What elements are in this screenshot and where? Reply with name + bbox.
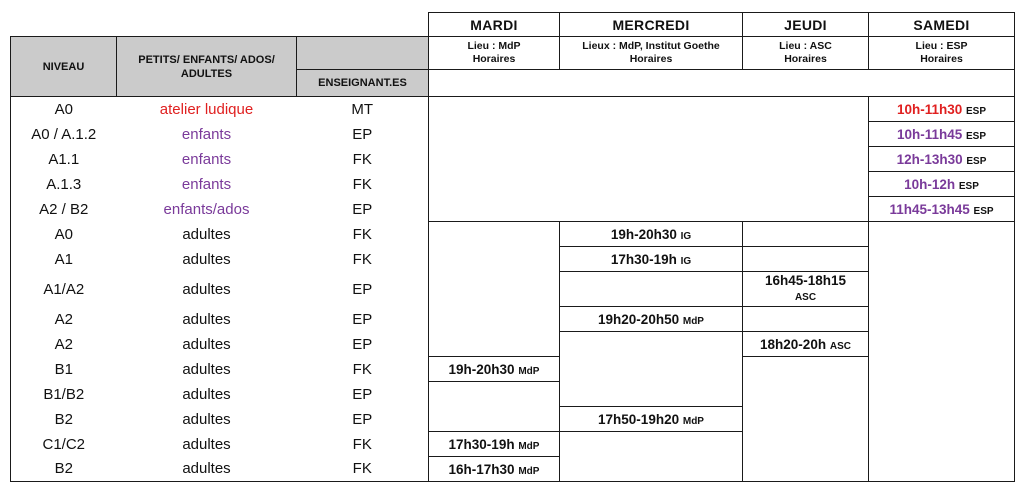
teacher-cell: MT bbox=[351, 100, 374, 118]
category-cell: adultes bbox=[182, 360, 231, 378]
slot-samedi-row3: 10h-12h ESP bbox=[869, 172, 1015, 197]
lieu-samedi: Lieu : ESP Horaires bbox=[869, 37, 1015, 70]
lieu-jeudi: Lieu : ASC Horaires bbox=[743, 37, 869, 70]
category-header-line1: PETITS/ ENFANTS/ ADOS/ bbox=[138, 53, 275, 66]
empty-mercredi-cell bbox=[560, 432, 743, 482]
category-cell: adultes bbox=[182, 250, 231, 268]
niveau-cell: A1.1 bbox=[11, 147, 117, 172]
slot-samedi-row0: 10h-11h30 ESP bbox=[869, 97, 1015, 122]
teacher-cell: FK bbox=[352, 150, 372, 168]
category-cell: enfants bbox=[181, 150, 232, 168]
empty-samedi-block bbox=[869, 222, 1015, 482]
category-header-line2: ADULTES bbox=[180, 67, 233, 80]
teacher-cell: EP bbox=[352, 310, 373, 328]
lieu-mercredi: Lieux : MdP, Institut Goethe Horaires bbox=[560, 37, 743, 70]
niveau-cell: B1 bbox=[11, 357, 117, 382]
slot-mardi-row13: 17h30-19h MdP bbox=[429, 432, 560, 457]
slot-jeudi-row7: 16h45-18h15 ASC bbox=[743, 272, 869, 307]
slot-samedi-row1: 10h-11h45 ESP bbox=[869, 122, 1015, 147]
category-cell: adultes bbox=[117, 457, 297, 482]
niveau-cell: B1/B2 bbox=[11, 382, 117, 407]
empty-jeudi-cell bbox=[743, 307, 869, 332]
teacher-cell: FK bbox=[352, 250, 372, 268]
lieu-mardi: Lieu : MdP Horaires bbox=[429, 37, 560, 70]
teacher-cell: EP bbox=[352, 125, 373, 143]
niveau-cell: A2 / B2 bbox=[11, 197, 117, 222]
teacher-cell: FK bbox=[297, 457, 429, 482]
teacher-cell: FK bbox=[352, 225, 372, 243]
slot-jeudi-row9: 18h20-20h ASC bbox=[743, 332, 869, 357]
category-cell: enfants bbox=[181, 125, 232, 143]
empty-jeudi-block bbox=[743, 357, 869, 482]
category-cell: adultes bbox=[182, 385, 231, 403]
teacher-cell: EP bbox=[352, 200, 373, 218]
day-header-mercredi: MERCREDI bbox=[560, 13, 743, 37]
empty-mardi-block bbox=[429, 222, 560, 357]
niveau-cell: C1/C2 bbox=[11, 432, 117, 457]
schedule-table bbox=[10, 12, 1015, 482]
slot-mardi-row10: 19h-20h30 MdP bbox=[429, 357, 560, 382]
niveau-header: NIVEAU bbox=[11, 37, 117, 97]
day-header-samedi: SAMEDI bbox=[869, 13, 1015, 37]
niveau-cell: B2 bbox=[11, 457, 117, 482]
niveau-cell: B2 bbox=[11, 407, 117, 432]
header-spacer bbox=[429, 70, 1015, 97]
niveau-cell: A0 bbox=[11, 222, 117, 247]
teacher-cell: FK bbox=[352, 360, 372, 378]
teacher-cell: FK bbox=[352, 175, 372, 193]
niveau-cell: A2 bbox=[11, 307, 117, 332]
category-cell: adultes bbox=[182, 225, 231, 243]
empty-mercredi-cell bbox=[560, 272, 743, 307]
teacher-cell: EP bbox=[352, 335, 373, 353]
category-header bbox=[117, 37, 297, 97]
category-cell: adultes bbox=[182, 410, 231, 428]
slot-mercredi-row12: 17h50-19h20 MdP bbox=[560, 407, 743, 432]
category-cell: atelier ludique bbox=[159, 100, 254, 118]
teacher-header-top bbox=[297, 37, 429, 70]
niveau-cell: A1 bbox=[11, 247, 117, 272]
teacher-cell: EP bbox=[352, 385, 373, 403]
slot-samedi-row2: 12h-13h30 ESP bbox=[869, 147, 1015, 172]
day-header-jeudi: JEUDI bbox=[743, 13, 869, 37]
category-cell: adultes bbox=[182, 335, 231, 353]
slot-mercredi-row5: 19h-20h30 IG bbox=[560, 222, 743, 247]
slot-mercredi-row6: 17h30-19h IG bbox=[560, 247, 743, 272]
niveau-cell: A0 / A.1.2 bbox=[11, 122, 117, 147]
category-cell: adultes bbox=[182, 280, 231, 298]
empty-kids-block bbox=[429, 97, 869, 222]
teacher-cell: FK bbox=[352, 435, 372, 453]
niveau-cell: A.1.3 bbox=[11, 172, 117, 197]
slot-samedi-row4: 11h45-13h45 ESP bbox=[869, 197, 1015, 222]
empty-jeudi-cell bbox=[743, 247, 869, 272]
category-cell: enfants/ados bbox=[163, 200, 250, 218]
slot-mercredi-row8: 19h20-20h50 MdP bbox=[560, 307, 743, 332]
category-cell: adultes bbox=[182, 435, 231, 453]
empty-mercredi-block bbox=[560, 332, 743, 407]
category-cell: adultes bbox=[182, 310, 231, 328]
niveau-cell: A0 bbox=[11, 97, 117, 122]
category-cell: enfants bbox=[181, 175, 232, 193]
empty-jeudi-cell bbox=[743, 222, 869, 247]
slot-mardi-row14: 16h-17h30 MdP bbox=[429, 457, 560, 482]
teacher-cell: EP bbox=[352, 410, 373, 428]
teacher-header: ENSEIGNANT.ES bbox=[297, 70, 429, 97]
niveau-cell: A1/A2 bbox=[11, 272, 117, 307]
teacher-cell: EP bbox=[352, 280, 373, 298]
niveau-cell: A2 bbox=[11, 332, 117, 357]
day-header-mardi: MARDI bbox=[429, 13, 560, 37]
blank-corner bbox=[11, 13, 429, 37]
empty-mardi-cell bbox=[429, 382, 560, 432]
